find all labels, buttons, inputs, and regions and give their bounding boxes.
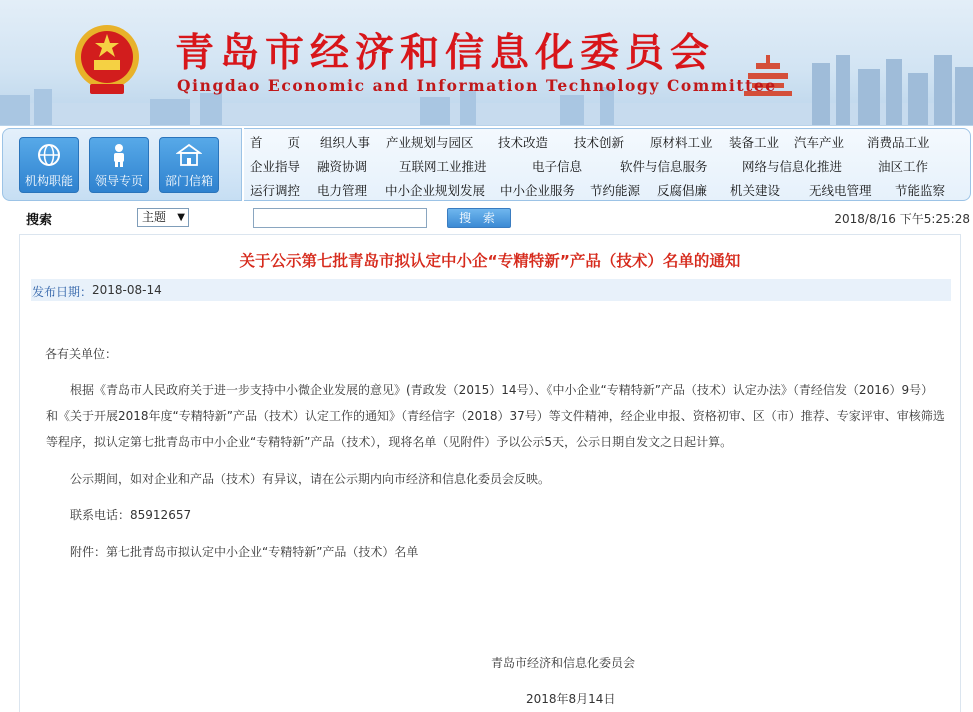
nav-item-org-building[interactable]: 机关建设 — [730, 183, 781, 198]
nav-item-consumer-goods[interactable]: 消费品工业 — [867, 135, 930, 150]
body-line: 根据《青岛市人民政府关于进一步支持中小微企业发展的意见》(青政发（2015）14号）、《中小企业“专精特新”产品（技术）认定办法》（青经信发（2016）9号） — [70, 383, 934, 397]
search-button[interactable]: 搜 索 — [447, 208, 511, 228]
nav-item-oilfield[interactable]: 油区工作 — [878, 159, 929, 174]
nav-item-energy-supervision[interactable]: 节能监察 — [895, 183, 946, 198]
nav-item-power[interactable]: 电力管理 — [317, 183, 368, 198]
nav-item-radio-management[interactable]: 无线电管理 — [809, 183, 872, 198]
nav-item-financing[interactable]: 融资协调 — [317, 159, 368, 174]
search-label: 搜索 — [26, 213, 53, 228]
nav-item-equipment[interactable]: 装备工业 — [729, 135, 780, 150]
contact-phone-number: 85912657 — [130, 508, 192, 522]
publish-date: 2018-08-14 — [92, 283, 162, 297]
nav-item-tech-innovation[interactable]: 技术创新 — [574, 135, 625, 150]
search-type-value: 主题 — [142, 210, 167, 224]
quick-link-label: 机构职能 — [24, 174, 73, 188]
quick-link-org-functions[interactable] — [19, 137, 79, 193]
publish-date-label: 发布日期： — [32, 285, 93, 299]
search-bar — [0, 204, 973, 232]
nav-item-sme-service[interactable]: 中小企业服务 — [500, 183, 576, 198]
nav-menu — [244, 128, 971, 201]
signature-date: 2018年8月14日 — [526, 692, 616, 706]
quick-links-panel — [2, 128, 242, 201]
nav-item-network-it[interactable]: 网络与信息化推进 — [742, 159, 843, 174]
nav-item-energy-saving[interactable]: 节约能源 — [590, 183, 641, 198]
nav-item-sme-planning[interactable]: 中小企业规划发展 — [385, 183, 486, 198]
contact-phone-label: 联系电话： — [70, 508, 131, 522]
quick-link-label: 领导专页 — [94, 174, 143, 188]
search-type-select[interactable] — [137, 208, 189, 227]
objection-notice: 公示期间，如对企业和产品（技术）有异议，请在公示期内向市经济和信息化委员会反映。 — [70, 472, 551, 486]
nav-item-personnel[interactable]: 组织人事 — [320, 135, 371, 150]
article-container — [19, 234, 961, 712]
nav-item-industry-planning[interactable]: 产业规划与园区 — [386, 135, 474, 150]
nav-item-operation-control[interactable]: 运行调控 — [250, 183, 301, 198]
article-meta-bar — [31, 279, 951, 301]
salutation: 各有关单位： — [45, 347, 118, 361]
body-line: 等程序，拟认定第七批青岛市中小企业“专精特新”产品（技术），现将名单（见附件）予以公示5天，公示日期自发文之日起计算。 — [46, 435, 733, 449]
nav-item-automotive[interactable]: 汽车产业 — [794, 135, 845, 150]
building-icon — [160, 142, 218, 170]
signature-org: 青岛市经济和信息化委员会 — [491, 656, 636, 670]
globe-icon — [20, 142, 78, 170]
national-emblem-icon — [72, 22, 142, 96]
nav-item-enterprise-guidance[interactable]: 企业指导 — [250, 159, 301, 174]
nav-item-anti-corruption[interactable]: 反腐倡廉 — [657, 183, 708, 198]
site-subtitle: Qingdao Economic and Information Technology Committee — [177, 76, 777, 95]
current-datetime: 2018/8/16 下午5:25:28 — [834, 212, 970, 226]
body-line: 和《关于开展2018年度“专精特新”产品（技术）认定工作的通知》（青经信字（2018）37号）等文件精神，经企业申报、资格初审、区（市）推荐、专家评审、审核筛选 — [46, 409, 945, 423]
nav-item-electronics[interactable]: 电子信息 — [532, 159, 583, 174]
contact-phone — [70, 506, 191, 523]
nav-item-home[interactable]: 首 页 — [250, 135, 301, 150]
quick-link-leaders[interactable] — [89, 137, 149, 193]
main-navigation — [0, 125, 973, 203]
person-icon — [90, 142, 148, 170]
nav-item-raw-materials[interactable]: 原材料工业 — [650, 135, 713, 150]
article-title: 关于公示第七批青岛市拟认定中小企“专精特新”产品（技术）名单的通知 — [239, 252, 741, 270]
nav-item-software[interactable]: 软件与信息服务 — [620, 159, 708, 174]
nav-item-internet-industry[interactable]: 互联网工业推进 — [399, 159, 487, 174]
nav-item-tech-upgrade[interactable]: 技术改造 — [498, 135, 549, 150]
site-title: 青岛市经济和信息化委员会 — [175, 30, 716, 76]
chevron-down-icon: ▼ — [177, 212, 185, 223]
search-input[interactable] — [253, 208, 427, 228]
quick-link-label: 部门信箱 — [164, 174, 213, 188]
site-banner — [0, 0, 973, 125]
attachment-line: 附件：第七批青岛市拟认定中小企业“专精特新”产品（技术）名单 — [70, 545, 419, 559]
quick-link-mailbox[interactable] — [159, 137, 219, 193]
